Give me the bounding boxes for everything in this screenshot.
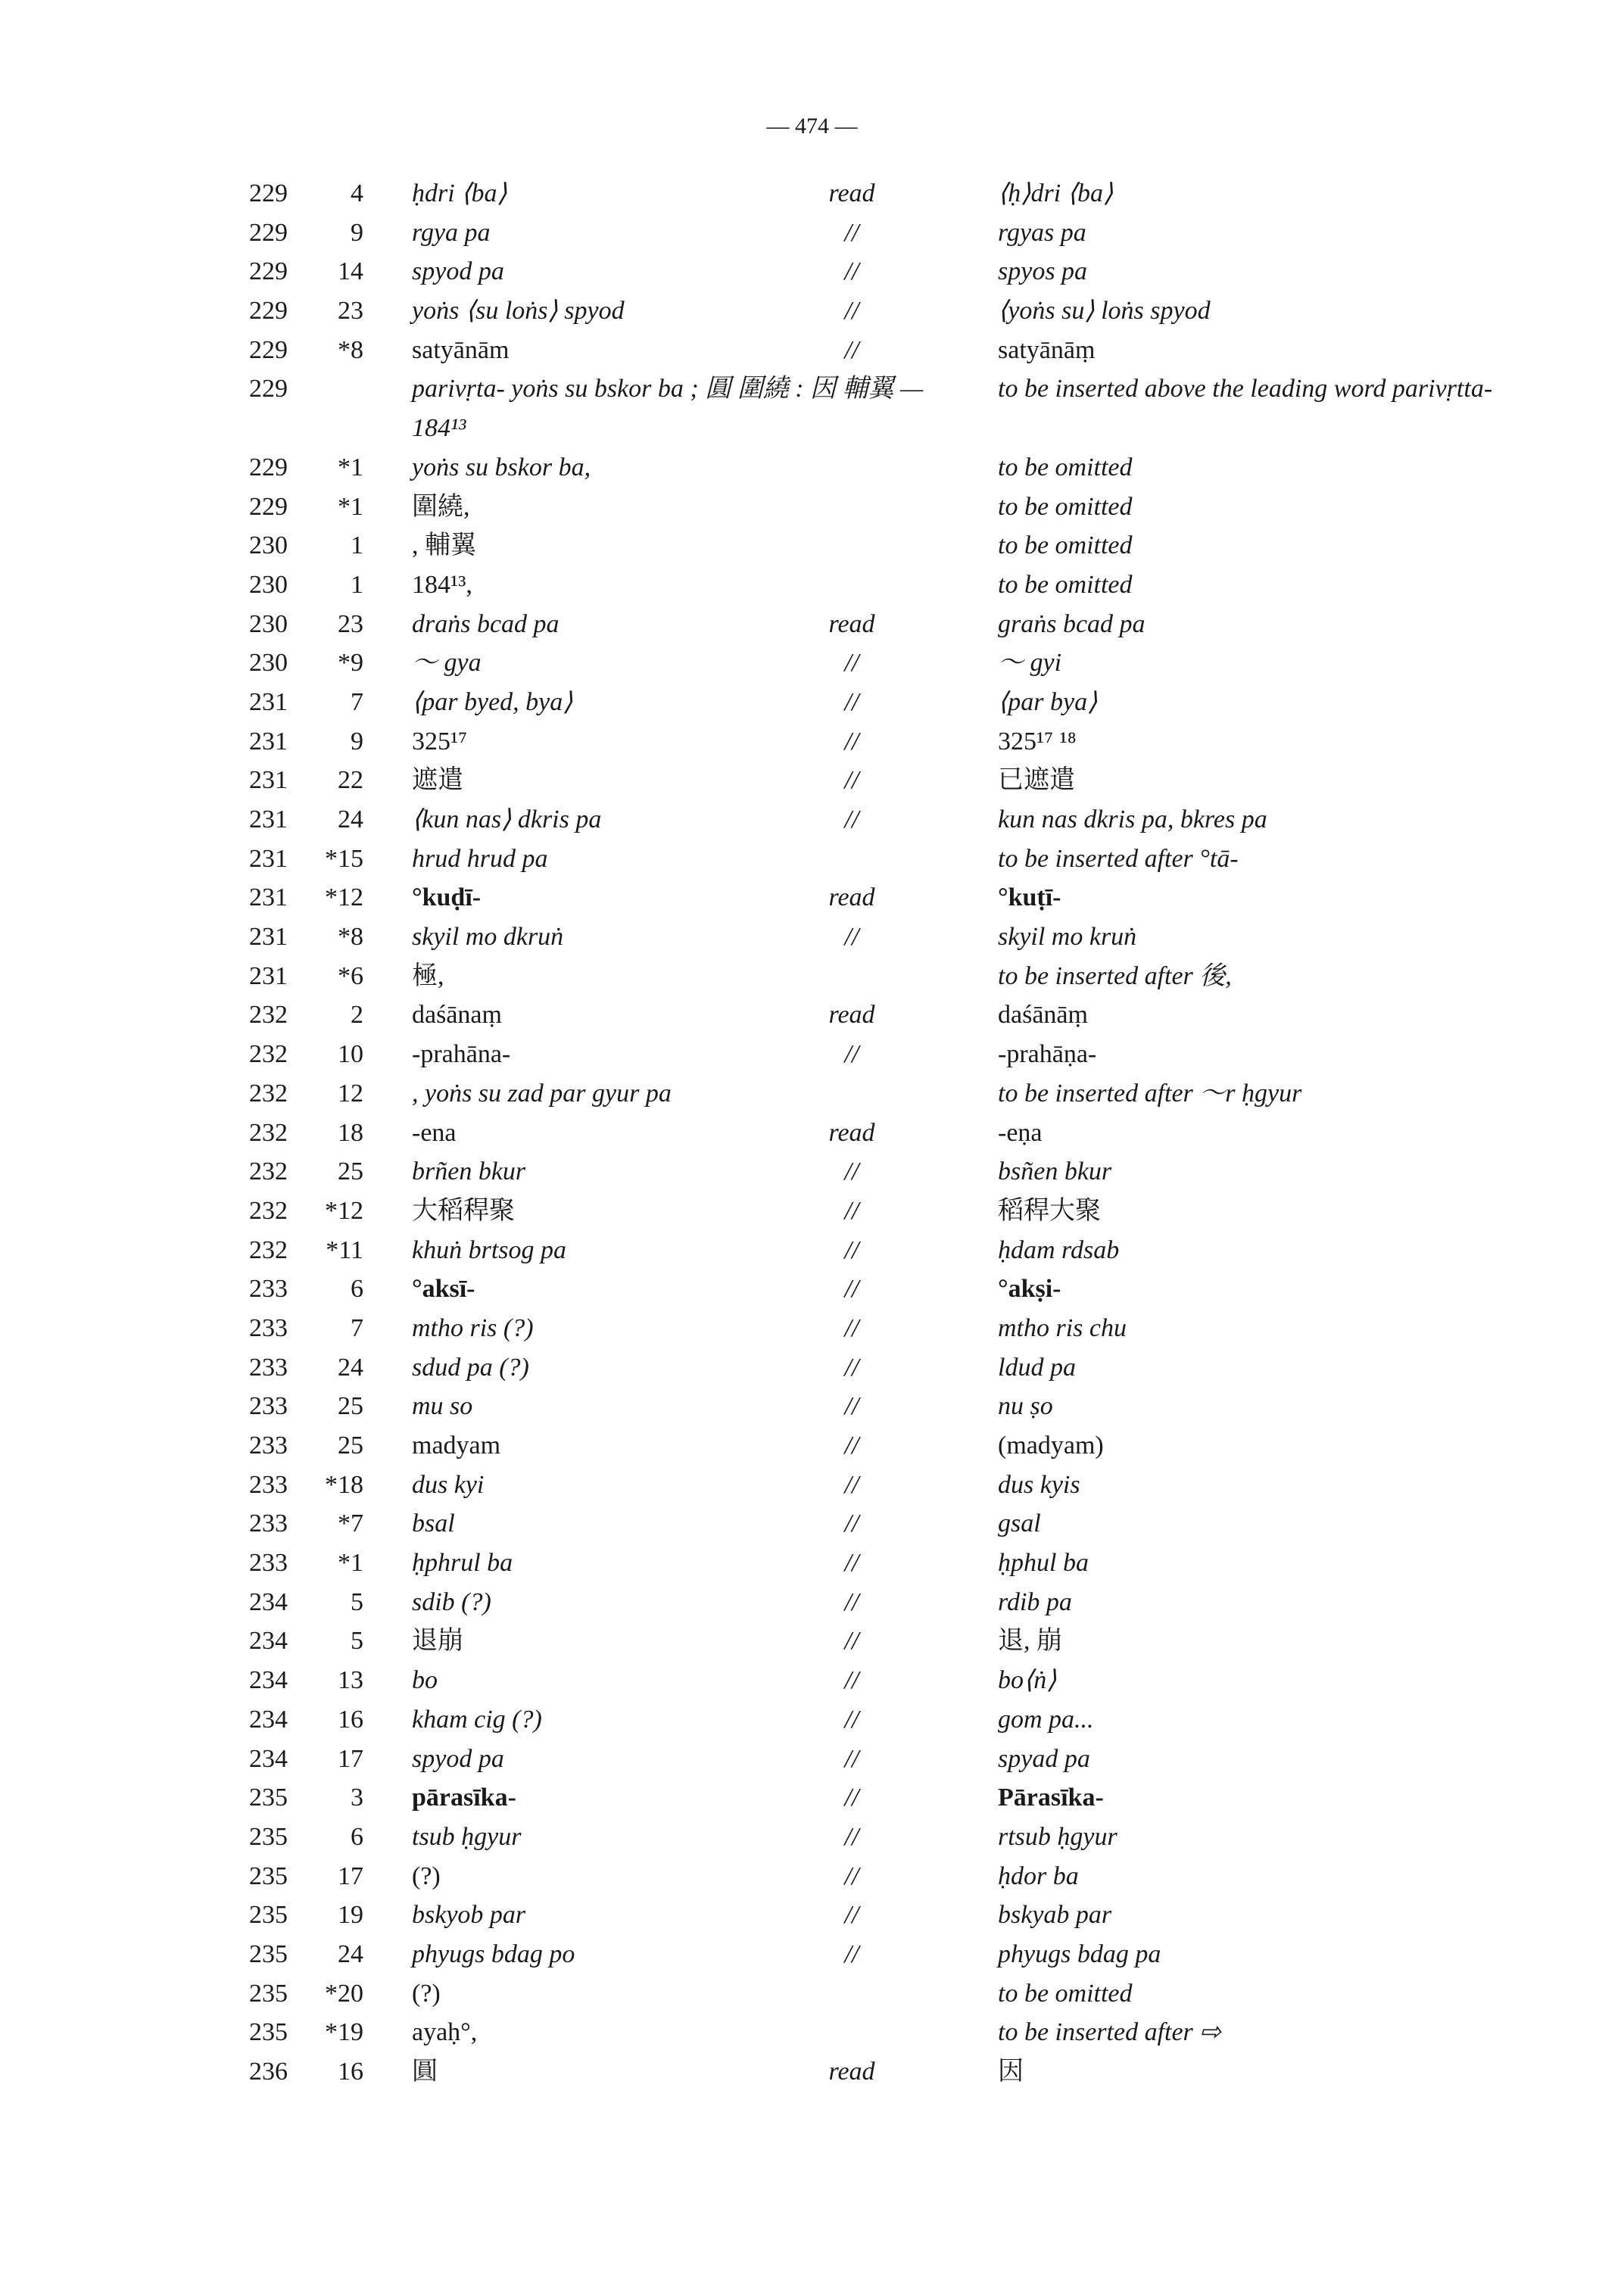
read-marker: read [828,1001,875,1030]
corrected-text: 退, 崩 [998,1627,1062,1656]
errata-row [0,600,1624,640]
original-text: 圍繞, [412,492,470,521]
corrected-text: to be inserted above the leading word parivṛtta- [998,375,1493,403]
original-text: phyugs bdag po [412,1939,575,1968]
page-ref: 229 [249,257,288,286]
errata-row [0,913,1624,952]
original-text: 大稻稈聚 [412,1196,515,1225]
line-ref: *1 [338,492,363,521]
original-text: °kuḍī- [412,883,482,912]
corrected-text: bo⟨ṅ⟩ [998,1666,1057,1695]
read-marker: // [844,1822,859,1851]
line-ref: 14 [338,257,363,286]
line-ref: 4 [351,179,363,207]
read-marker: read [828,1118,875,1147]
read-marker: // [844,1627,859,1656]
errata-row [0,718,1624,757]
page-ref: 233 [249,1509,288,1538]
errata-row [0,1422,1624,1461]
page-ref: 229 [249,375,288,403]
read-marker: // [844,1862,859,1890]
errata-row [0,1148,1624,1187]
errata-row [0,1852,1624,1892]
read-marker: // [844,297,859,326]
line-ref: *6 [338,961,363,990]
read-marker: // [844,1509,859,1538]
line-ref: *18 [325,1470,363,1499]
original-text: skyil mo dkruṅ [412,923,564,952]
page-ref: 232 [249,1001,288,1030]
original-text: bskyob par [412,1901,526,1930]
read-marker: // [844,1392,859,1421]
page-ref: 231 [249,766,288,795]
errata-row [0,1696,1624,1735]
errata-row [0,444,1624,483]
read-marker: // [844,218,859,247]
read-marker: // [844,335,859,364]
errata-row [0,1930,1624,1970]
read-marker: read [828,883,875,912]
line-ref: 25 [338,1157,363,1186]
original-text: -prahāna- [412,1040,511,1069]
corrected-text: spyad pa [998,1744,1090,1773]
corrected-text: mtho ris chu [998,1313,1127,1342]
page-number: — 474 — [766,114,858,139]
line-ref: *1 [338,1549,363,1578]
page-ref: 234 [249,1627,288,1656]
corrected-text: rtsub ḥgyur [998,1822,1117,1851]
corrected-text: ⟨ḥ⟩dri ⟨ba⟩ [998,179,1114,207]
corrected-text: to be omitted [998,492,1133,521]
original-text: bsal [412,1509,455,1538]
line-ref: 17 [338,1862,363,1890]
original-text: spyod pa [412,1744,504,1773]
errata-row [0,952,1624,992]
original-text: madyam [412,1432,501,1460]
read-marker: read [828,179,875,207]
errata-row [0,522,1624,561]
errata-row [0,1226,1624,1266]
errata-row [0,1617,1624,1656]
original-text: khuṅ brtsog pa [412,1235,566,1264]
line-ref: *8 [338,335,363,364]
page-ref: 229 [249,297,288,326]
original-text: pārasīka- [412,1784,516,1812]
original-text: ḥphrul ba [412,1549,513,1578]
page-ref: 232 [249,1040,288,1069]
errata-row [0,209,1624,248]
original-text: hrud hrud pa [412,844,548,873]
corrected-text: to be omitted [998,453,1133,481]
errata-row [0,365,1624,443]
line-ref: *19 [325,2018,363,2047]
page-ref: 235 [249,1784,288,1812]
read-marker: // [844,727,859,756]
line-ref: 24 [338,1353,363,1382]
original-text: daśānaṃ [412,1001,502,1030]
original-text: 極, [412,961,444,990]
original-text: bo [412,1666,438,1695]
line-ref: 25 [338,1432,363,1460]
original-text: (?) [412,1979,441,2008]
page-ref: 229 [249,218,288,247]
read-marker: // [844,1040,859,1069]
corrected-text: Pārasīka- [998,1784,1104,1812]
page-ref: 232 [249,1196,288,1225]
corrected-text: rdib pa [998,1587,1072,1616]
page-ref: 229 [249,335,288,364]
line-ref: *20 [325,1979,363,2008]
line-ref: 1 [351,531,363,560]
original-text: , 輔翼 [412,531,476,560]
corrected-text: graṅs bcad pa [998,609,1146,638]
page-ref: 233 [249,1549,288,1578]
errata-row [0,561,1624,600]
page-ref: 231 [249,687,288,716]
original-text: yoṅs ⟨su loṅs⟩ spyod [412,297,625,326]
read-marker: // [844,1666,859,1695]
line-ref: 6 [351,1275,363,1304]
read-marker: // [844,923,859,952]
original-text: , yoṅs su zad par gyur pa [412,1079,672,1108]
line-ref: 23 [338,609,363,638]
errata-row [0,1187,1624,1226]
errata-row [0,1578,1624,1618]
errata-row [0,1656,1624,1696]
page-ref: 230 [249,649,288,678]
original-text: ⟨par byed, bya⟩ [412,687,573,716]
corrected-text: ḥphul ba [998,1549,1089,1578]
page-ref: 232 [249,1157,288,1186]
original-text: dus kyi [412,1470,485,1499]
original-text: 退崩 [412,1627,463,1656]
original-text: satyānām [412,335,510,364]
page-ref: 235 [249,1901,288,1930]
errata-row [0,874,1624,913]
corrected-text: dus kyis [998,1470,1080,1499]
page-ref: 231 [249,961,288,990]
original-text: tsub ḥgyur [412,1822,522,1851]
original-text: sdib (?) [412,1587,491,1616]
read-marker: // [844,1549,859,1578]
original-text: (?) [412,1862,441,1890]
read-marker: // [844,1901,859,1930]
corrected-text: 稻稈大聚 [998,1196,1101,1225]
original-text: mtho ris (?) [412,1313,534,1342]
page-ref: 235 [249,2018,288,2047]
read-marker: read [828,609,875,638]
page-ref: 233 [249,1392,288,1421]
read-marker: // [844,1353,859,1382]
line-ref: 18 [338,1118,363,1147]
original-text: 遮遣 [412,766,463,795]
errata-row [0,2008,1624,2048]
line-ref: *1 [338,453,363,481]
read-marker: // [844,1939,859,1968]
line-ref: 10 [338,1040,363,1069]
page-ref: 231 [249,883,288,912]
page-ref: 232 [249,1118,288,1147]
read-marker: // [844,1157,859,1186]
errata-row [0,1030,1624,1070]
read-marker: read [828,2058,875,2086]
corrected-text: 已遮遣 [998,766,1075,795]
errata-row [0,1813,1624,1852]
errata-row [0,1344,1624,1383]
original-text: 圓 [412,2058,438,2086]
errata-row [0,1109,1624,1148]
page-ref: 235 [249,1862,288,1890]
errata-row [0,326,1624,366]
corrected-text: to be inserted after 後, [998,961,1232,990]
errata-row [0,1304,1624,1344]
errata-row [0,1735,1624,1774]
line-ref: 7 [351,687,363,716]
errata-row [0,756,1624,796]
original-text: mu so [412,1392,473,1421]
errata-row [0,1891,1624,1930]
line-ref: *12 [325,1196,363,1225]
page-ref: 232 [249,1079,288,1108]
errata-row [0,2048,1624,2087]
line-ref: 7 [351,1313,363,1342]
errata-row [0,1970,1624,2009]
errata-row [0,1461,1624,1500]
original-text: ayaḥ°, [412,2018,478,2047]
line-ref: 3 [351,1784,363,1812]
read-marker: // [844,257,859,286]
page-ref: 229 [249,453,288,481]
page-ref: 231 [249,844,288,873]
page-ref: 231 [249,805,288,834]
corrected-text: bskyab par [998,1901,1112,1930]
errata-row [0,796,1624,835]
corrected-text: ⟨yoṅs su⟩ loṅs spyod [998,297,1211,326]
page-ref: 233 [249,1275,288,1304]
read-marker: // [844,1196,859,1225]
line-ref: *15 [325,844,363,873]
read-marker: // [844,1275,859,1304]
line-ref: *9 [338,649,363,678]
corrected-text: to be inserted after °tā- [998,844,1239,873]
corrected-text: to be omitted [998,1979,1133,2008]
corrected-text: ～ gyi [998,649,1062,678]
corrected-text: to be inserted after ～r ḥgyur [998,1079,1302,1108]
line-ref: 24 [338,805,363,834]
read-marker: // [844,1470,859,1499]
page-ref: 233 [249,1432,288,1460]
corrected-text: phyugs bdag pa [998,1939,1161,1968]
line-ref: 22 [338,766,363,795]
corrected-text: ⟨par bya⟩ [998,687,1098,716]
page-ref: 234 [249,1705,288,1734]
page-ref: 233 [249,1470,288,1499]
corrected-text: °akṣi- [998,1275,1061,1304]
corrected-text: to be omitted [998,531,1133,560]
corrected-text: °kuṭī- [998,883,1061,912]
corrected-text: skyil mo kruṅ [998,923,1137,952]
original-text: kham cig (?) [412,1705,542,1734]
read-marker: // [844,1235,859,1264]
original-text: -ena [412,1118,457,1147]
line-ref: 2 [351,1001,363,1030]
line-ref: 9 [351,218,363,247]
page-ref: 229 [249,179,288,207]
corrected-text: gsal [998,1509,1041,1538]
page-ref: 230 [249,531,288,560]
page-ref: 231 [249,727,288,756]
page-ref: 230 [249,570,288,599]
corrected-text: -prahāṇa- [998,1040,1097,1069]
page-ref: 234 [249,1666,288,1695]
line-ref: *8 [338,923,363,952]
read-marker: // [844,1705,859,1734]
original-text: yoṅs su bskor ba, [412,453,591,481]
page-ref: 236 [249,2058,288,2086]
corrected-text: -eṇa [998,1118,1043,1147]
corrected-text: nu ṣo [998,1392,1053,1421]
line-ref: 6 [351,1822,363,1851]
errata-row [0,835,1624,874]
page-ref: 235 [249,1939,288,1968]
page-ref: 230 [249,609,288,638]
line-ref: 25 [338,1392,363,1421]
corrected-text: daśānāṃ [998,1001,1088,1030]
errata-row [0,287,1624,326]
errata-row [0,991,1624,1030]
original-text: spyod pa [412,257,504,286]
corrected-text: bsñen bkur [998,1157,1112,1186]
errata-row [0,1265,1624,1304]
corrected-text: satyānāṃ [998,335,1096,364]
original-text: ⟨kun nas⟩ dkris pa [412,805,602,834]
page-ref: 234 [249,1744,288,1773]
read-marker: // [844,1313,859,1342]
page-ref: 233 [249,1353,288,1382]
line-ref: 17 [338,1744,363,1773]
page-ref: 234 [249,1587,288,1616]
line-ref: *12 [325,883,363,912]
read-marker: // [844,766,859,795]
read-marker: // [844,1432,859,1460]
corrected-text: 因 [998,2058,1024,2086]
corrected-text: (madyam) [998,1432,1104,1460]
line-ref: 16 [338,1705,363,1734]
corrected-text: to be omitted [998,570,1133,599]
page-ref: 235 [249,1979,288,2008]
original-text: brñen bkur [412,1157,526,1186]
corrected-text: kun nas dkris pa, bkres pa [998,805,1267,834]
original-text: 325¹⁷ [412,727,468,756]
line-ref: 9 [351,727,363,756]
read-marker: // [844,649,859,678]
read-marker: // [844,805,859,834]
corrected-text: ḥdor ba [998,1862,1079,1890]
line-ref: 13 [338,1666,363,1695]
line-ref: *11 [326,1235,363,1264]
page-ref: 233 [249,1313,288,1342]
errata-row [0,1070,1624,1109]
corrected-text: to be inserted after ⇨ [998,2018,1221,2047]
line-ref: 24 [338,1939,363,1968]
page-ref: 231 [249,923,288,952]
original-text: °aksī- [412,1275,475,1304]
line-ref: 16 [338,2058,363,2086]
read-marker: // [844,687,859,716]
corrected-text: rgyas pa [998,218,1086,247]
errata-row [0,678,1624,718]
corrected-text: 325¹⁷ ¹⁸ [998,727,1077,756]
original-text: parivṛta- yoṅs su bskor ba ; 圓 圍繞 : 因 輔翼 — 184¹³ [412,375,924,443]
line-ref: *7 [338,1509,363,1538]
read-marker: // [844,1587,859,1616]
original-text: draṅs bcad pa [412,609,560,638]
corrected-text: ldud pa [998,1353,1076,1382]
corrected-text: spyos pa [998,257,1088,286]
page-ref: 235 [249,1822,288,1851]
read-marker: // [844,1744,859,1773]
errata-row [0,1382,1624,1422]
original-text: rgya pa [412,218,491,247]
original-text: 184¹³, [412,570,472,599]
page-ref: 229 [249,492,288,521]
original-text: ḥdri ⟨ba⟩ [412,179,507,207]
corrected-text: gom pa... [998,1705,1094,1734]
original-text: sdud pa (?) [412,1353,529,1382]
line-ref: 23 [338,297,363,326]
page-ref: 232 [249,1235,288,1264]
errata-row [0,248,1624,287]
line-ref: 19 [338,1901,363,1930]
read-marker: // [844,1784,859,1812]
line-ref: 5 [351,1587,363,1616]
errata-row [0,483,1624,522]
line-ref: 5 [351,1627,363,1656]
errata-row [0,1500,1624,1539]
errata-row [0,170,1624,209]
original-text: ～ gya [412,649,482,678]
line-ref: 12 [338,1079,363,1108]
errata-row [0,1774,1624,1813]
errata-row [0,1539,1624,1578]
line-ref: 1 [351,570,363,599]
corrected-text: ḥdam rdsab [998,1235,1120,1264]
errata-table [0,170,1624,2087]
errata-row [0,639,1624,678]
